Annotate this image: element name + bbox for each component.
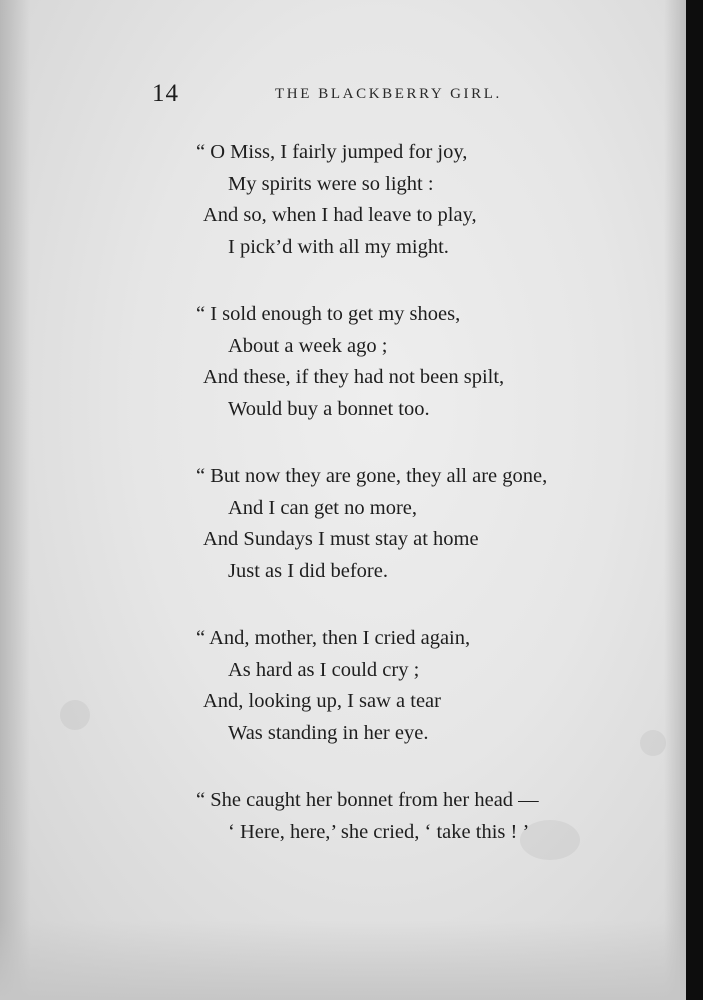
verse-line: “ And, mother, then I cried again, (196, 627, 471, 649)
stanza (0, 461, 686, 587)
page-bottom-shadow (0, 920, 686, 1000)
verse-line: “ O Miss, I fairly jumped for joy, (196, 141, 468, 163)
verse-line: I pick’d with all my might. (228, 235, 449, 258)
verse-line: “ She caught her bonnet from her head — (196, 789, 539, 811)
page-number: 14 (152, 80, 179, 107)
stanza (0, 299, 686, 425)
stanza (0, 137, 686, 263)
stanza (0, 623, 686, 749)
verse-line: And Sundays I must stay at home (203, 528, 479, 550)
verse-line: As hard as I could cry ; (228, 658, 420, 681)
verse-line: “ But now they are gone, they all are gone, (196, 465, 548, 487)
running-head: THE BLACKBERRY GIRL. (275, 86, 502, 102)
verse-line: And I can get no more, (228, 496, 417, 519)
verse-line: Was standing in her eye. (228, 721, 429, 744)
poem-body (0, 137, 686, 884)
verse-line: About a week ago ; (228, 334, 388, 357)
stanza (0, 785, 686, 848)
verse-line: My spirits were so light : (228, 172, 434, 195)
verse-line: And, looking up, I saw a tear (203, 690, 441, 712)
page-header (0, 80, 686, 110)
verse-line: “ I sold enough to get my shoes, (196, 303, 461, 325)
verse-line: ‘ Here, here,’ she cried, ‘ take this ! ’ (228, 820, 530, 843)
verse-line: Just as I did before. (228, 559, 388, 582)
verse-line: And these, if they had not been spilt, (203, 366, 505, 388)
verse-line: Would buy a bonnet too. (228, 397, 430, 420)
verse-line: And so, when I had leave to play, (203, 204, 477, 226)
